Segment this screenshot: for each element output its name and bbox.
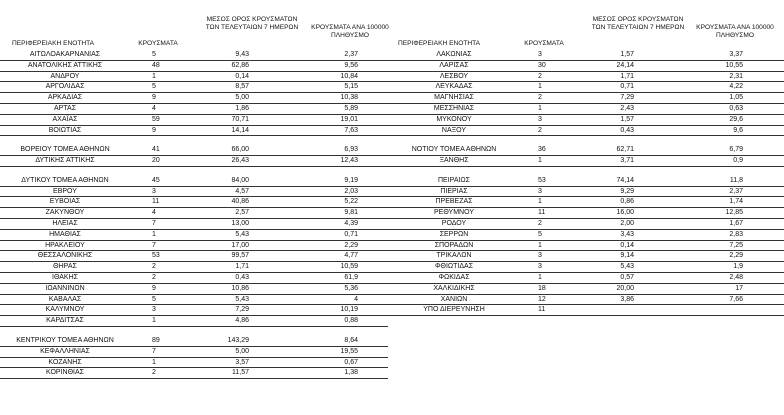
region-name-cell: ΡΕΘΥΜΝΟΥ bbox=[433, 209, 474, 217]
per100k-cell: 0,71 bbox=[344, 230, 358, 238]
region-name-cell: ΛΑΡΙΣΑΣ bbox=[439, 61, 469, 69]
cases-cell: 2 bbox=[538, 220, 542, 227]
row-separator bbox=[388, 166, 784, 167]
cases-cell: 48 bbox=[152, 61, 160, 69]
per100k-cell: 10,84 bbox=[340, 72, 358, 80]
avg7-cell: 66,00 bbox=[231, 146, 249, 154]
table-row bbox=[0, 315, 784, 326]
region-name-cell: ΧΑΝΙΩΝ bbox=[440, 295, 468, 303]
table-row bbox=[0, 229, 784, 240]
per100k-cell: 4,39 bbox=[344, 220, 358, 227]
region-name-cell: ΧΑΛΚΙΔΙΚΗΣ bbox=[433, 284, 475, 292]
region-name-cell: ΤΡΙΚΑΛΩΝ bbox=[436, 252, 472, 260]
avg7-cell: 99,57 bbox=[231, 252, 249, 260]
region-name-cell: ΙΩΑΝΝΙΝΩΝ bbox=[45, 284, 85, 292]
avg7-cell: 13,00 bbox=[231, 220, 249, 227]
table-row bbox=[0, 71, 784, 82]
per100k-cell: 2,83 bbox=[729, 230, 743, 238]
per100k-cell: 1,74 bbox=[729, 198, 743, 206]
avg7-cell: 9,29 bbox=[620, 187, 634, 195]
per100k-cell: 0,9 bbox=[733, 157, 743, 165]
cases-cell: 36 bbox=[538, 146, 546, 154]
per100k-cell: 2,37 bbox=[344, 51, 358, 58]
table-row bbox=[0, 357, 784, 368]
cases-cell: 5 bbox=[538, 230, 542, 238]
cases-cell: 1 bbox=[538, 105, 542, 112]
cases-cell: 1 bbox=[538, 83, 542, 91]
region-name-cell: ΑΝΑΤΟΛΙΚΗΣ ΑΤΤΙΚΗΣ bbox=[27, 61, 103, 69]
table-row bbox=[0, 250, 784, 261]
table-row bbox=[0, 240, 784, 251]
region-name-cell: ΗΜΑΘΙΑΣ bbox=[49, 230, 81, 238]
cases-cell: 1 bbox=[152, 358, 156, 366]
cases-cell: 3 bbox=[538, 115, 542, 123]
region-name-cell: ΦΘΙΩΤΙΔΑΣ bbox=[434, 263, 474, 271]
cases-cell: 11 bbox=[538, 306, 546, 314]
avg7-cell bbox=[594, 304, 634, 315]
region-name-cell: ΛΕΣΒΟΥ bbox=[439, 72, 469, 80]
cases-cell: 9 bbox=[152, 126, 156, 134]
region-name-cell: ΔΥΤΙΚΗΣ ΑΤΤΙΚΗΣ bbox=[35, 157, 95, 165]
per100k-cell: 1,38 bbox=[344, 369, 358, 377]
table-row bbox=[0, 81, 784, 92]
cases-cell: 2 bbox=[538, 126, 542, 134]
region-name-cell: ΚΕΝΤΡΙΚΟΥ ΤΟΜΕΑ ΑΘΗΝΩΝ bbox=[16, 336, 114, 344]
table-row bbox=[0, 60, 784, 71]
per100k-cell: 29,6 bbox=[729, 115, 743, 123]
per100k-cell: 2,29 bbox=[344, 241, 358, 249]
table-row bbox=[0, 261, 784, 272]
table-row bbox=[0, 304, 784, 315]
per100k-cell: 2,29 bbox=[729, 252, 743, 260]
cases-cell: 1 bbox=[538, 241, 542, 249]
table-row bbox=[0, 186, 784, 197]
avg7-cell: 5,43 bbox=[235, 295, 249, 303]
cases-cell: 3 bbox=[152, 306, 156, 314]
cases-cell: 2 bbox=[538, 94, 542, 102]
region-name-cell: ΚΕΦΑΛΛΗΝΙΑΣ bbox=[40, 347, 90, 355]
right-header-avg7: ΜΕΣΟΣ ΟΡΟΣ ΚΡΟΥΣΜΑΤΩΝ ΤΩΝ ΤΕΛΕΥΤΑΙΩΝ 7 ΗΜΕΡΩΝ bbox=[591, 16, 685, 31]
region-name-cell: ΞΑΝΘΗΣ bbox=[439, 157, 469, 165]
cases-cell: 89 bbox=[152, 336, 160, 344]
per100k-cell: 0,88 bbox=[344, 317, 358, 325]
per100k-cell: 3,37 bbox=[729, 51, 743, 58]
per100k-cell: 2,48 bbox=[729, 274, 743, 281]
per100k-cell: 1,9 bbox=[733, 263, 743, 271]
cases-cell: 3 bbox=[538, 252, 542, 260]
region-name-cell: ΝΟΤΙΟΥ ΤΟΜΕΑ ΑΘΗΝΩΝ bbox=[411, 146, 497, 154]
avg7-cell: 5,43 bbox=[235, 230, 249, 238]
per100k-cell: 7,66 bbox=[729, 295, 743, 303]
cases-cell: 2 bbox=[538, 72, 542, 80]
row-separator bbox=[0, 326, 388, 327]
region-name-cell: ΚΟΡΙΝΘΙΑΣ bbox=[46, 369, 84, 377]
avg7-cell: 5,43 bbox=[620, 263, 634, 271]
region-name-cell: ΗΛΕΙΑΣ bbox=[52, 220, 78, 227]
table-row bbox=[0, 175, 784, 186]
table-row bbox=[0, 49, 784, 60]
region-name-cell: ΙΘΑΚΗΣ bbox=[52, 274, 78, 281]
cases-cell: 4 bbox=[152, 209, 156, 217]
avg7-cell: 3,86 bbox=[620, 295, 634, 303]
region-name-cell: ΠΕΙΡΑΙΩΣ bbox=[438, 176, 470, 184]
avg7-cell: 1,57 bbox=[620, 51, 634, 58]
table-row bbox=[0, 103, 784, 114]
cases-cell: 11 bbox=[538, 209, 546, 217]
region-name-cell: ΑΝΔΡΟΥ bbox=[50, 72, 80, 80]
cases-cell: 11 bbox=[152, 198, 160, 206]
table-row bbox=[0, 114, 784, 125]
row-separator bbox=[388, 135, 784, 136]
per100k-cell: 1,05 bbox=[729, 94, 743, 102]
row-separator bbox=[388, 315, 784, 316]
table-row bbox=[0, 144, 784, 155]
avg7-cell: 0,43 bbox=[235, 274, 249, 281]
cases-cell: 5 bbox=[152, 83, 156, 91]
avg7-cell: 0,14 bbox=[620, 241, 634, 249]
per100k-cell: 4 bbox=[354, 295, 358, 303]
cases-cell: 7 bbox=[152, 241, 156, 249]
cases-cell: 2 bbox=[152, 263, 156, 271]
avg7-cell: 11,57 bbox=[232, 369, 249, 377]
region-name-cell: ΣΠΟΡΑΔΩΝ bbox=[434, 241, 474, 249]
avg7-cell: 7,29 bbox=[620, 94, 634, 102]
table-row bbox=[0, 294, 784, 305]
per100k-cell: 9,6 bbox=[733, 126, 743, 134]
region-name-cell: ΜΥΚΟΝΟΥ bbox=[436, 115, 472, 123]
region-name-cell: ΠΡΕΒΕΖΑΣ bbox=[435, 198, 473, 206]
left-header-region: ΠΕΡΙΦΕΡΕΙΑΚΗ ΕΝΟΤΗΤΑ bbox=[12, 40, 95, 47]
per100k-cell: 9,81 bbox=[344, 209, 358, 217]
table-row bbox=[0, 207, 784, 218]
avg7-cell: 10,86 bbox=[231, 284, 249, 292]
cases-cell: 1 bbox=[152, 317, 156, 325]
avg7-cell: 143,29 bbox=[227, 336, 249, 344]
region-name-cell: ΚΑΡΔΙΤΣΑΣ bbox=[46, 317, 84, 325]
cases-cell: 9 bbox=[152, 94, 156, 102]
avg7-cell: 0,14 bbox=[235, 72, 249, 80]
cases-cell: 1 bbox=[152, 72, 156, 80]
cases-cell: 7 bbox=[152, 347, 156, 355]
per100k-cell bbox=[703, 304, 743, 315]
per100k-cell: 10,55 bbox=[725, 61, 743, 69]
avg7-cell: 1,57 bbox=[620, 115, 634, 123]
per100k-cell: 6,79 bbox=[729, 146, 743, 154]
per100k-cell: 12,85 bbox=[725, 209, 743, 217]
avg7-cell: 2,00 bbox=[620, 220, 634, 227]
cases-cell: 4 bbox=[152, 105, 156, 112]
region-name-cell: ΗΡΑΚΛΕΙΟΥ bbox=[45, 241, 85, 249]
per100k-cell: 10,38 bbox=[340, 94, 358, 102]
row-separator bbox=[0, 378, 388, 379]
region-name-cell: ΖΑΚΥΝΘΟΥ bbox=[45, 209, 85, 217]
per100k-cell: 4,77 bbox=[344, 252, 358, 260]
per100k-cell: 9,19 bbox=[344, 176, 358, 184]
region-name-cell: ΕΒΡΟΥ bbox=[53, 187, 77, 195]
per100k-cell: 19,55 bbox=[340, 347, 358, 355]
cases-cell: 53 bbox=[152, 252, 160, 260]
per100k-cell: 5,36 bbox=[344, 284, 358, 292]
region-name-cell: ΚΑΒΑΛΑΣ bbox=[48, 295, 82, 303]
avg7-cell: 62,86 bbox=[231, 61, 249, 69]
avg7-cell: 4,86 bbox=[235, 317, 249, 325]
cases-cell: 3 bbox=[152, 187, 156, 195]
avg7-cell: 5,00 bbox=[235, 347, 249, 355]
region-name-cell: ΥΠΟ ΔΙΕΡΕΥΝΗΣΗ bbox=[423, 306, 485, 314]
region-name-cell: ΛΕΥΚΑΔΑΣ bbox=[435, 83, 473, 91]
table-row bbox=[0, 218, 784, 229]
cases-cell: 45 bbox=[152, 176, 160, 184]
avg7-cell: 16,00 bbox=[616, 209, 634, 217]
avg7-cell: 1,71 bbox=[235, 263, 249, 271]
region-name-cell: ΑΡΤΑΣ bbox=[53, 105, 77, 112]
region-name-cell: ΠΙΕΡΙΑΣ bbox=[440, 187, 468, 195]
cases-cell: 5 bbox=[152, 295, 156, 303]
cases-cell: 7 bbox=[152, 220, 156, 227]
per100k-cell: 2,03 bbox=[344, 187, 358, 195]
avg7-cell: 8,57 bbox=[235, 83, 249, 91]
per100k-cell: 10,19 bbox=[340, 306, 358, 314]
avg7-cell: 9,43 bbox=[235, 51, 249, 58]
avg7-cell: 3,57 bbox=[235, 358, 249, 366]
per100k-cell: 2,31 bbox=[729, 72, 743, 80]
per100k-cell: 5,15 bbox=[344, 83, 358, 91]
cases-cell: 41 bbox=[152, 146, 160, 154]
table-row bbox=[0, 335, 784, 346]
region-name-cell: ΒΟΡΕΙΟΥ ΤΟΜΕΑ ΑΘΗΝΩΝ bbox=[20, 146, 110, 154]
cases-cell: 53 bbox=[538, 176, 546, 184]
per100k-cell: 9,56 bbox=[344, 61, 358, 69]
table-row bbox=[0, 367, 784, 378]
table-row bbox=[0, 346, 784, 357]
left-header-avg7: ΜΕΣΟΣ ΟΡΟΣ ΚΡΟΥΣΜΑΤΩΝ ΤΩΝ ΤΕΛΕΥΤΑΙΩΝ 7 ΗΜΕΡΩΝ bbox=[205, 16, 299, 31]
avg7-cell: 4,57 bbox=[235, 187, 249, 195]
region-name-cell: ΑΙΤΩΛΟΑΚΑΡΝΑΝΙΑΣ bbox=[29, 51, 101, 58]
per100k-cell: 0,67 bbox=[344, 358, 358, 366]
avg7-cell: 0,86 bbox=[620, 198, 634, 206]
region-name-cell: ΒΟΙΩΤΙΑΣ bbox=[48, 126, 82, 134]
cases-cell: 18 bbox=[538, 284, 546, 292]
avg7-cell: 5,00 bbox=[235, 94, 249, 102]
table-row bbox=[0, 272, 784, 283]
cases-cell: 1 bbox=[152, 230, 156, 238]
avg7-cell: 7,29 bbox=[235, 306, 249, 314]
cases-cell: 12 bbox=[538, 295, 546, 303]
avg7-cell: 14,14 bbox=[231, 126, 249, 134]
avg7-cell: 0,71 bbox=[620, 83, 634, 91]
per100k-cell: 5,22 bbox=[344, 198, 358, 206]
avg7-cell: 62,71 bbox=[616, 146, 634, 154]
table-row bbox=[0, 196, 784, 207]
right-header-region: ΠΕΡΙΦΕΡΕΙΑΚΗ ΕΝΟΤΗΤΑ bbox=[398, 40, 481, 47]
cases-cell: 1 bbox=[538, 274, 542, 281]
avg7-cell: 74,14 bbox=[616, 176, 634, 184]
per100k-cell: 7,25 bbox=[729, 241, 743, 249]
table-row bbox=[0, 92, 784, 103]
region-name-cell: ΣΕΡΡΩΝ bbox=[439, 230, 469, 238]
region-name-cell: ΔΥΤΙΚΟΥ ΤΟΜΕΑ ΑΘΗΝΩΝ bbox=[21, 176, 109, 184]
cases-cell: 1 bbox=[538, 157, 542, 165]
region-name-cell: ΜΑΓΝΗΣΙΑΣ bbox=[434, 94, 474, 102]
cases-cell: 59 bbox=[152, 115, 160, 123]
region-name-cell: ΝΑΞΟΥ bbox=[441, 126, 467, 134]
left-header-cases: ΚΡΟΥΣΜΑΤΑ bbox=[138, 40, 178, 47]
per100k-cell: 4,22 bbox=[729, 83, 743, 91]
right-header-cases: ΚΡΟΥΣΜΑΤΑ bbox=[524, 40, 564, 47]
region-name-cell: ΑΧΑΪΑΣ bbox=[52, 115, 78, 123]
avg7-cell: 3,43 bbox=[620, 230, 634, 238]
cases-cell: 3 bbox=[538, 187, 542, 195]
cases-cell: 5 bbox=[152, 51, 156, 58]
region-name-cell: ΘΕΣΣΑΛΟΝΙΚΗΣ bbox=[37, 252, 93, 260]
region-name-cell: ΜΕΣΣΗΝΙΑΣ bbox=[433, 105, 475, 112]
per100k-cell: 0,63 bbox=[729, 105, 743, 112]
region-name-cell: ΚΑΛΥΜΝΟΥ bbox=[45, 306, 85, 314]
region-name-cell: ΑΡΚΑΔΙΑΣ bbox=[47, 94, 83, 102]
per100k-cell: 7,63 bbox=[344, 126, 358, 134]
per100k-cell: 2,37 bbox=[729, 187, 743, 195]
avg7-cell: 0,43 bbox=[620, 126, 634, 134]
avg7-cell: 1,71 bbox=[620, 72, 634, 80]
avg7-cell: 24,14 bbox=[616, 61, 634, 69]
per100k-cell: 17 bbox=[735, 284, 743, 292]
region-name-cell: ΑΡΓΟΛΙΔΑΣ bbox=[45, 83, 85, 91]
avg7-cell: 0,57 bbox=[620, 274, 634, 281]
per100k-cell: 5,89 bbox=[344, 105, 358, 112]
left-header-per100k: ΚΡΟΥΣΜΑΤΑ ΑΝΑ 100000 ΠΛΗΘΥΣΜΟ bbox=[311, 24, 389, 39]
avg7-cell: 70,71 bbox=[231, 115, 249, 123]
per100k-cell: 12,43 bbox=[340, 157, 358, 165]
right-header-per100k: ΚΡΟΥΣΜΑΤΑ ΑΝΑ 100000 ΠΛΗΘΥΣΜΟ bbox=[696, 24, 774, 39]
avg7-cell: 3,71 bbox=[620, 157, 634, 165]
cases-cell: 3 bbox=[538, 51, 542, 58]
table-row bbox=[0, 125, 784, 136]
per100k-cell: 19,01 bbox=[340, 115, 358, 123]
per100k-cell: 10,59 bbox=[340, 263, 358, 271]
cases-cell: 20 bbox=[152, 157, 160, 165]
avg7-cell: 40,86 bbox=[231, 198, 249, 206]
table-row bbox=[0, 283, 784, 294]
region-name-cell: ΕΥΒΟΙΑΣ bbox=[49, 198, 81, 206]
avg7-cell: 1,86 bbox=[235, 105, 249, 112]
avg7-cell: 20,00 bbox=[616, 284, 634, 292]
cases-cell: 30 bbox=[538, 61, 546, 69]
region-name-cell: ΦΩΚΙΔΑΣ bbox=[438, 274, 470, 281]
avg7-cell: 2,57 bbox=[235, 209, 249, 217]
region-name-cell: ΚΟΖΑΝΗΣ bbox=[48, 358, 82, 366]
region-name-cell: ΘΗΡΑΣ bbox=[53, 263, 77, 271]
per100k-cell: 8,64 bbox=[344, 336, 358, 344]
cases-cell: 2 bbox=[152, 369, 156, 377]
region-name-cell: ΡΟΔΟΥ bbox=[441, 220, 467, 227]
cases-cell: 2 bbox=[152, 274, 156, 281]
avg7-cell: 26,43 bbox=[231, 157, 249, 165]
per100k-cell: 1,67 bbox=[729, 220, 743, 227]
region-name-cell: ΛΑΚΩΝΙΑΣ bbox=[436, 51, 472, 58]
avg7-cell: 9,14 bbox=[620, 252, 634, 260]
avg7-cell: 2,43 bbox=[620, 105, 634, 112]
per100k-cell: 6,93 bbox=[344, 146, 358, 154]
avg7-cell: 17,00 bbox=[231, 241, 249, 249]
cases-cell: 1 bbox=[538, 198, 542, 206]
per100k-cell: 61,9 bbox=[344, 274, 358, 281]
cases-cell: 9 bbox=[152, 284, 156, 292]
per100k-cell: 11,8 bbox=[729, 176, 743, 184]
avg7-cell: 84,00 bbox=[231, 176, 249, 184]
cases-cell: 3 bbox=[538, 263, 542, 271]
table-row bbox=[0, 155, 784, 166]
